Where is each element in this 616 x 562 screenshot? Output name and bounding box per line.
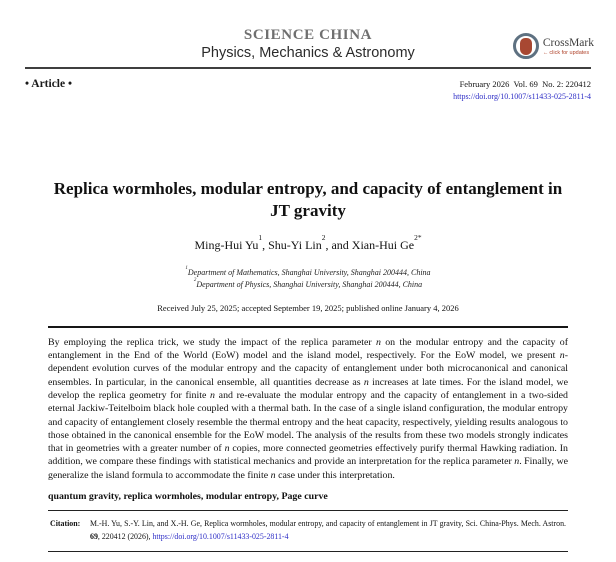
article-type-label: • Article •	[25, 78, 73, 90]
crossmark-sublabel: click for updates	[549, 49, 590, 56]
issue-info	[453, 78, 591, 104]
issue-row	[25, 78, 591, 104]
crossmark-logo-icon	[513, 33, 539, 59]
crossmark-label: CrossMark	[542, 36, 594, 49]
left-arrow-icon: ←	[542, 49, 549, 56]
abstract-divider	[48, 326, 568, 328]
received-dates-line: Received July 25, 2025; accepted September 19, 2025; published online January 4, 2026	[157, 302, 459, 313]
crossmark-bookmark-icon	[520, 38, 532, 55]
citation-label: Citation:	[50, 519, 81, 529]
affiliation-1: $^1$Department of Mathematics, Shanghai University, Shanghai 200444, China	[185, 265, 431, 277]
journal-subtitle: Physics, Mechanics & Astronomy	[201, 45, 415, 61]
crossmark-click-for-updates	[543, 50, 594, 56]
crossmark-badge[interactable]	[513, 33, 594, 59]
journal-name: SCIENCE CHINA	[243, 27, 373, 43]
keywords-line: quantum gravity, replica wormholes, modular entropy, Page curve	[48, 491, 328, 503]
citation-box	[48, 510, 568, 552]
issue-line: February 2026 Vol. 69 No. 2: 220412	[459, 79, 591, 89]
affiliations	[0, 267, 616, 291]
abstract-text: By employing the replica trick, we study the impact of the replica parameter n on the modular entropy and the capacity of entanglement in the End of the World (EoW) model and the island model, respectively. For the EoW model, we present n-dependent evolution curves of the modular entropy and the capacity of entanglement under both microcanonical and canonical ensembles. In particular, in the canonical ensemble, all quantities decrease as n increases at late times. For the island model, we develop the replica geometry for finite n and re-evaluate the modular entropy and the capacity of entanglement in a two-sided eternal Jackiw-Teitelboim black hole coupled with a thermal bath. In the case of a single island configuration, the modular entropy and capacity of entanglement closely resemble the thermal entropy and the heat capacity, respectively, yielding results analogous to those obtained in the canonical ensemble for the EoW model. The analysis of the results from these two models strongly indicates that in geometries with a greater number of n copies, more connected geometries effectively purify thermal Hawking radiation. In addition, we compare these findings with statistical mechanics and provide an interpretation for the replica parameter n. Finally, we generalize the island formula to accommodate the finite n case under this interpretation.	[48, 336, 568, 481]
crossmark-text	[543, 37, 594, 56]
paper-title: Replica wormholes, modular entropy, and capacity of entanglement in JT gravity	[53, 178, 563, 220]
authors-line: Ming-Hui Yu$^1$, Shu-Yi Lin$^2$, and Xian-Hui $Ge^{2*}$	[194, 233, 422, 252]
citation-text: M.-H. Yu, S.-Y. Lin, and X.-H. Ge, Replica wormholes, modular entropy, and capacity of entanglement in JT gravity, Sci. China-Phys. Mech. Astron. 69, 220412 (2026), https://doi.org/10.1007/s11433-025-2811-4	[90, 519, 566, 542]
doi-link[interactable]: https://doi.org/10.1007/s11433-025-2811-4	[453, 92, 591, 102]
affiliation-2: $^2$Department of Physics, Shanghai University, Shanghai 200444, China	[193, 277, 423, 289]
masthead-divider	[25, 67, 591, 69]
